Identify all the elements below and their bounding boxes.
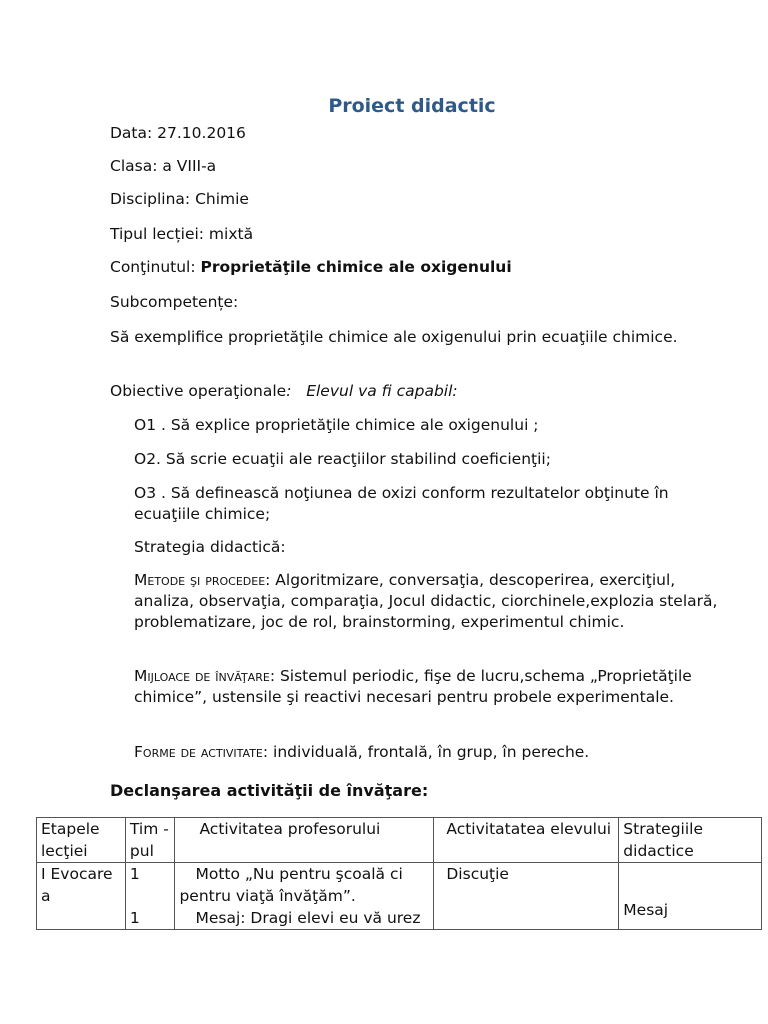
page-title: Proiect didactic	[328, 95, 496, 117]
time-value-1: 1	[129, 865, 140, 883]
class-line: Clasa: a VIII-a	[110, 157, 217, 175]
header-stages: Etapele lecţiei	[37, 818, 126, 863]
methods-paragraph	[134, 570, 734, 633]
forms-label: Forme de activitate	[134, 743, 263, 761]
section-heading: Declanşarea activităţii de învăţare:	[110, 781, 429, 800]
lesson-table	[36, 817, 762, 930]
forms-paragraph	[134, 742, 734, 763]
content-value: Proprietăţile chimice ale oxigenului	[200, 258, 512, 276]
objective-o1: O1 . Să explice proprietăţile chimice ale oxigenului ;	[134, 416, 539, 434]
teacher-motto: Motto „Nu pentru şcoală ci pentru viaţă învăţăm”.	[179, 865, 403, 905]
header-teacher-activity: Activitatea profesorului	[175, 818, 434, 863]
forms-text: : individuală, frontală, în grup, în pereche.	[262, 743, 590, 761]
header-student-activity: Activitatatea elevului	[434, 818, 619, 863]
strategy-value: Mesaj	[623, 901, 669, 919]
teacher-message: Mesaj: Dragi elevi eu vă urez	[195, 909, 421, 927]
means-text: : Sistemul periodic, fişe de lucru,schema „Proprietăţile chimice”, ustensile şi reactivi necesari pentru probele experimentale.	[134, 667, 692, 706]
lesson-type-line: Tipul lecției: mixtă	[110, 225, 254, 243]
strategy-label: Strategia didactică:	[134, 538, 286, 556]
objectives-value: Elevul va fi capabil:	[306, 382, 458, 400]
table-header-row	[37, 818, 762, 863]
objectives-label: Obiective operaţionale	[110, 382, 287, 400]
header-time: Tim -pul	[125, 818, 175, 863]
methods-text: : Algoritmizare, conversaţia, descoperirea, exerciţiul, analiza, observaţia, comparaţia, Jocul didactic, ciorchinele,explozia stelară, problematizare, joc de rol, brainstorming, experimentul chimic.	[134, 571, 718, 631]
header-strategies: Strategiile didactice	[619, 818, 762, 863]
cell-teacher-activity	[175, 863, 434, 930]
content-line	[110, 257, 730, 278]
table-row	[37, 863, 762, 930]
cell-strategy	[619, 863, 762, 930]
subcompetence-text: Să exemplifice proprietăţile chimice ale oxigenului prin ecuaţiile chimice.	[110, 328, 678, 346]
objective-o2: O2. Să scrie ecuaţii ale reacţiilor stabilind coeficienţii;	[134, 450, 551, 468]
cell-student-activity: Discuţie	[434, 863, 619, 930]
time-value-2: 1	[129, 909, 140, 927]
objectives-colon: :	[286, 382, 292, 400]
content-label: Conţinutul:	[110, 258, 201, 276]
means-label: Mijloace de învăţare	[134, 667, 270, 685]
means-paragraph	[134, 666, 734, 708]
subcompetences-label: Subcompetențe:	[110, 293, 239, 311]
objective-o3: O3 . Să definească noţiunea de oxizi conform rezultatelor obţinute în ecuaţiile chimice;	[134, 484, 669, 523]
cell-stage: I Evocare a	[37, 863, 126, 930]
objectives-line	[110, 381, 730, 402]
date-line: Data: 27.10.2016	[110, 124, 246, 142]
methods-label: Metode şi procedee	[134, 571, 266, 589]
cell-time	[125, 863, 175, 930]
discipline-line: Disciplina: Chimie	[110, 190, 249, 208]
